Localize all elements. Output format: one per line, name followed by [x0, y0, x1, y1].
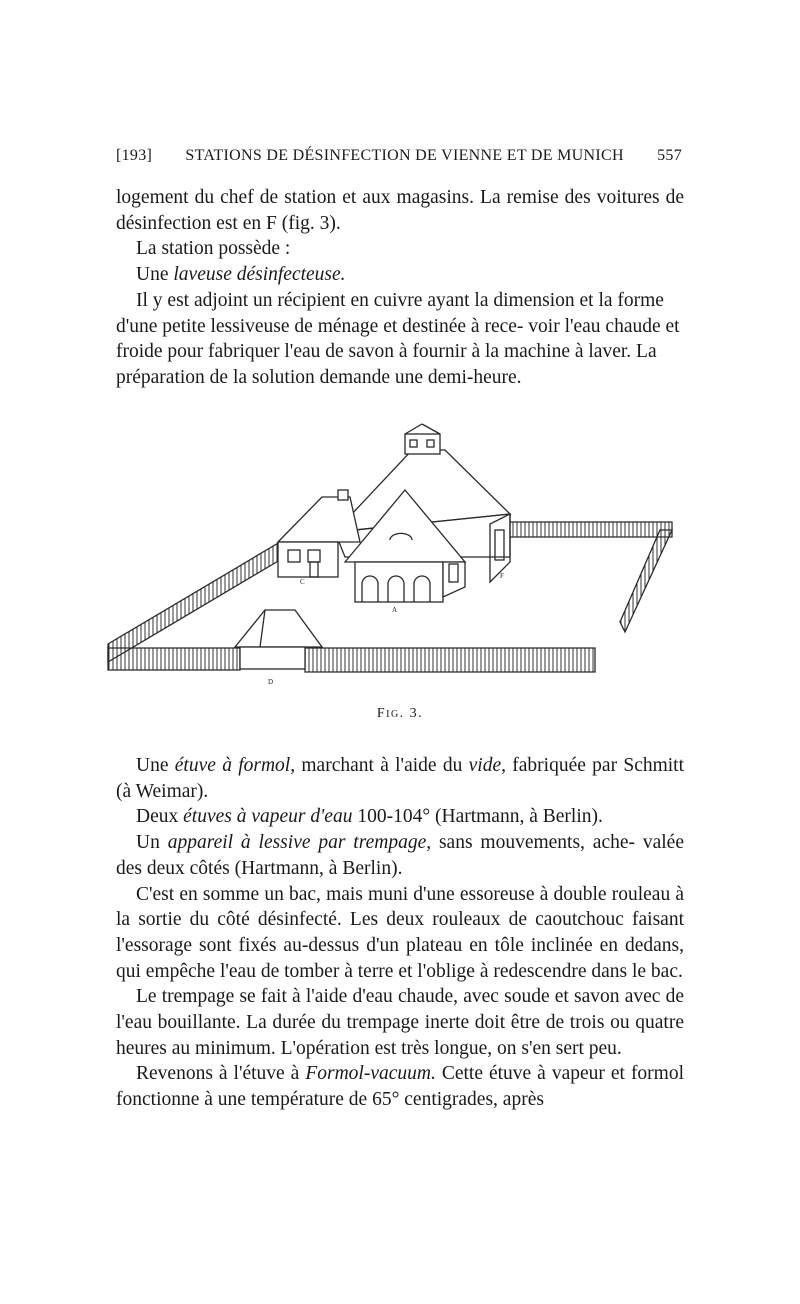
paragraph: [116, 288, 684, 391]
text-line: Il y est adjoint un récipient en cuivre ayant la dimension et: [136, 289, 594, 311]
text-span: Un: [136, 832, 168, 854]
text-line: de trois ou quatre heures au minimum. L'opération est très: [116, 1012, 684, 1059]
paragraph: [116, 882, 684, 985]
paragraph: [116, 804, 684, 830]
paragraph: [116, 830, 684, 881]
text-span: 100-104° (Hartmann, à Berlin).: [352, 806, 603, 828]
label-d: D: [268, 678, 274, 686]
label-f: F: [500, 572, 504, 580]
page-ref: [193]: [116, 147, 153, 164]
text-span: marchant à l'aide du: [295, 755, 469, 776]
italic-term: laveuse désinfecteuse.: [173, 264, 346, 286]
fence-right: [620, 530, 672, 632]
running-header: [116, 147, 682, 165]
text-line: avec de l'eau bouillante. La durée du trempage inerte doit être: [116, 986, 685, 1034]
text-line: longue, on s'en sert peu.: [434, 1037, 622, 1059]
figure-station-drawing: [100, 412, 700, 702]
running-title: STATIONS DE DÉSINFECTION DE VIENNE ET DE MUNICH: [185, 147, 624, 164]
text-line: valée des deux côtés (Hartmann, à Berlin).: [116, 832, 684, 879]
text-line: voir l'eau chaude et froide pour fabriquer l'eau de savon à: [116, 315, 680, 363]
text-line: logement du chef de station et aux magasins. La remise des: [116, 187, 591, 208]
text-span: Revenons à l'étuve à: [136, 1063, 306, 1085]
text-line: rouleau à la sortie du côté désinfecté. Les deux rouleaux de: [116, 883, 685, 931]
station-illustration: [100, 412, 700, 702]
label-c: C: [300, 578, 305, 586]
text-line: voitures de désinfection est en F (fig. 3).: [116, 187, 685, 234]
label-a: A: [392, 606, 398, 614]
text-line: formol fonctionne à une température de 65° centigrades, après: [116, 1063, 685, 1111]
text-line: et l'oblige à redescendre dans le bac.: [398, 960, 683, 982]
body-text-bottom: [116, 753, 684, 1113]
text-span: fabriquée par: [505, 755, 618, 776]
italic-term: Formol-vacuum.: [305, 1063, 436, 1085]
text-line: caoutchouc faisant l'essorage sont fixés au-dessus d'un plateau: [116, 909, 684, 956]
italic-term: étuves à vapeur d'eau: [183, 806, 353, 828]
text-span: Cette étuve à vapeur et: [435, 1063, 625, 1085]
italic-term: appareil à lessive par trempage,: [167, 832, 432, 854]
fence-front-left: [108, 648, 240, 670]
paragraph: [116, 753, 684, 804]
text-line: C'est en somme un bac, mais muni d'une essoreuse à double: [136, 883, 607, 905]
text-line: Schmitt (à Weimar).: [116, 755, 685, 802]
fence-back: [495, 522, 672, 537]
figure-caption: Fig. 3.: [376, 706, 424, 721]
page-number: 557: [657, 147, 682, 164]
building-c: [278, 490, 360, 577]
paragraph: La station possède :: [136, 238, 291, 260]
text-line: la forme d'une petite lessiveuse de ménage et destinée à rece-: [116, 289, 664, 337]
paragraph: [116, 1061, 684, 1112]
text-line: demande une demi-heure.: [319, 366, 522, 388]
text-span: Une: [136, 264, 174, 286]
text-span: Deux: [136, 806, 184, 828]
body-text-top: [116, 185, 684, 391]
text-span: Une: [136, 755, 175, 776]
italic-term: étuve à formol,: [174, 755, 296, 776]
paragraph: [116, 185, 684, 236]
text-span: sans mouvements, ache-: [431, 832, 635, 854]
text-line: Le trempage se fait à l'aide d'eau chaude, avec soude et savon: [136, 986, 620, 1008]
italic-term: vide,: [468, 755, 506, 776]
fence-front-right: [305, 648, 595, 672]
paragraph: [116, 984, 684, 1061]
text-line: fournir à la machine à laver. La préparation de la solution: [116, 341, 657, 388]
text-line: en tôle inclinée en dedans, qui empêche l'eau de tomber à terre: [116, 934, 684, 982]
paragraph: [116, 262, 684, 288]
